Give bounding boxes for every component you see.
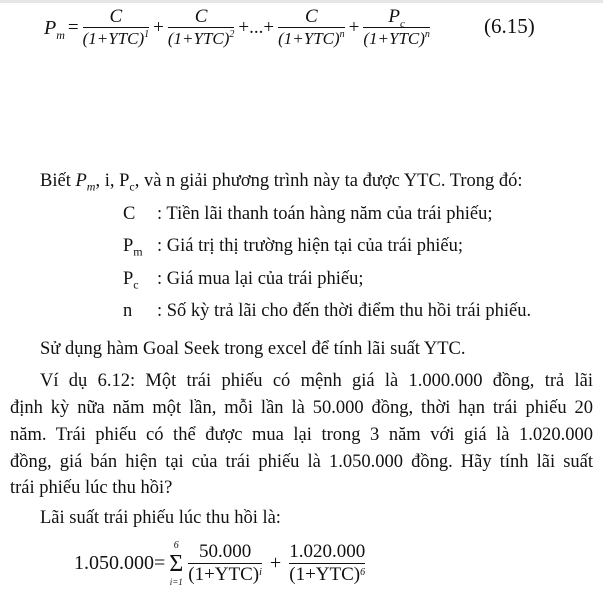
- denominator: $(1+YTC)^6$: [289, 563, 366, 585]
- equation-lhs: $P_m$: [44, 17, 65, 42]
- plus-sign: +: [348, 17, 360, 38]
- fraction-coupon: [187, 541, 263, 586]
- denominator: $(1+YTC)^n$: [363, 29, 430, 48]
- example-line: trái phiếu lúc thu hồi?: [10, 478, 173, 498]
- numerator: $P_c$: [388, 6, 405, 30]
- fraction-call-price: [288, 541, 366, 586]
- definition-row: $P_m$ : Giá trị thị trường hiện tại của trái phiếu;: [123, 236, 463, 259]
- equation-6-15: [44, 2, 431, 54]
- sigma-lower-limit: i=1: [169, 576, 183, 587]
- definition-row: C : Tiền lãi thanh toán hàng năm của trái phiếu;: [123, 204, 493, 224]
- fraction-term-1: [82, 6, 151, 50]
- numerator: 1.020.000: [289, 540, 366, 562]
- denominator: $(1+YTC)^n$: [278, 29, 345, 48]
- goal-seek-note: Sử dụng hàm Goal Seek trong excel để tính lãi suất YTC.: [40, 339, 466, 359]
- sigma-upper-limit: 6: [173, 539, 179, 551]
- denominator: $(1+YTC)^2$: [167, 29, 235, 48]
- definition-row: $P_c$ : Giá mua lại của trái phiếu;: [123, 269, 364, 292]
- example-line: Ví dụ 6.12: Một trái phiếu có mệnh giá là 1.000.000 đồng, trả lãi: [40, 371, 593, 391]
- numerator: 50.000: [198, 540, 252, 562]
- intro-paragraph: Biết $P_m$, i, $P_c$, và n giải phương trình này ta được YTC. Trong đó:: [40, 171, 523, 194]
- equals-sign: =: [67, 17, 79, 38]
- example-line: năm. Trái phiếu có thể được mua lại trong 3 năm với giá là 1.020.000: [10, 425, 593, 445]
- equation-number: (6.15): [484, 14, 535, 38]
- numerator: C: [109, 6, 123, 27]
- denominator: $(1+YTC)^i$: [188, 563, 262, 585]
- fraction-term-2: [167, 6, 236, 50]
- sigma-symbol: Σ: [169, 550, 184, 577]
- result-label: Lãi suất trái phiếu lúc thu hồi là:: [40, 508, 281, 528]
- ellipsis-plus: +...+: [238, 17, 275, 38]
- example-equation: [74, 532, 366, 594]
- example-line: định kỳ nữa năm một lần, mỗi lần là 50.000 đồng, thời hạn trái phiếu 20: [10, 398, 593, 418]
- equation-lhs: 1.050.000=: [74, 552, 166, 574]
- plus-sign: +: [153, 17, 164, 38]
- denominator: $(1+YTC)^1$: [82, 29, 150, 48]
- numerator: C: [194, 6, 208, 27]
- fraction-term-3: [277, 6, 346, 50]
- plus-sign: +: [269, 552, 282, 574]
- sigma-summation: [168, 540, 184, 587]
- example-line: đồng, giá bán hiện tại của trái phiếu là 1.050.000 đồng. Hãy tính lãi suất: [10, 452, 593, 472]
- fraction-term-4: [362, 6, 431, 50]
- numerator: C: [305, 6, 318, 27]
- definition-row: n : Số kỳ trả lãi cho đến thời điểm thu hồi trái phiếu.: [123, 301, 532, 321]
